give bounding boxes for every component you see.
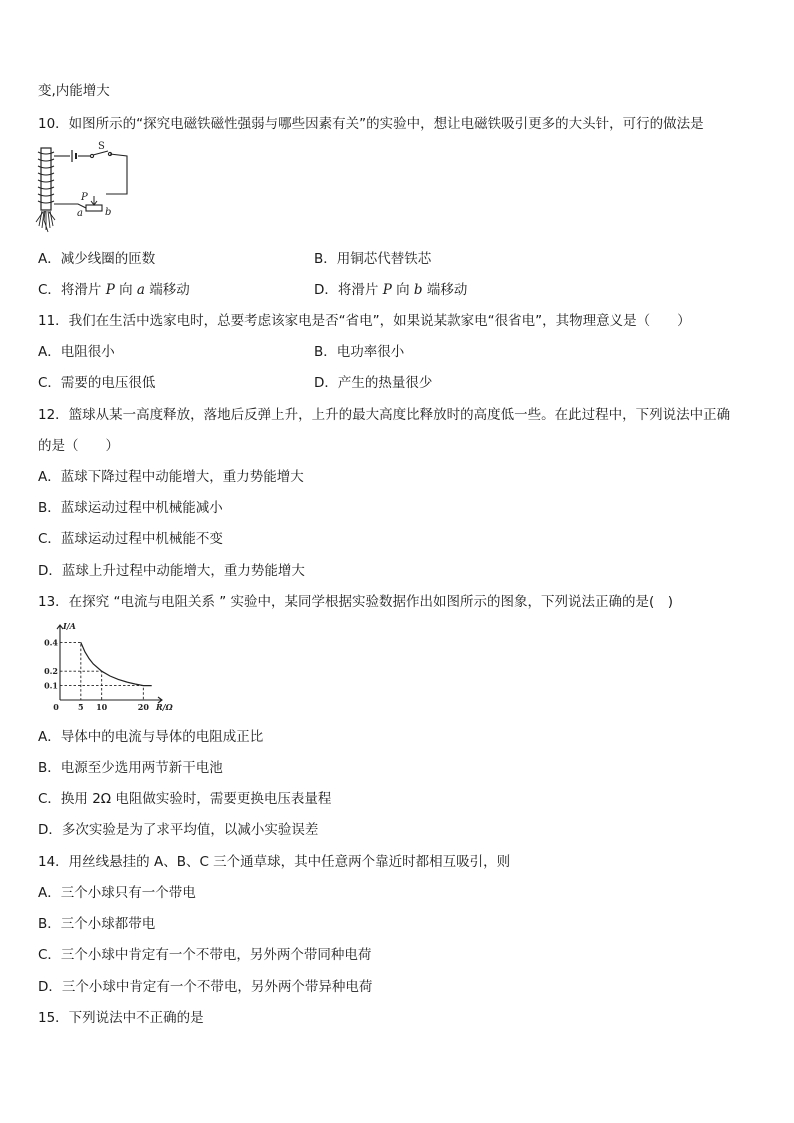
q13-option-d[interactable]: D．多次实验是为了求平均值，以减小实验误差: [38, 822, 319, 838]
end-a-label: a: [77, 208, 83, 219]
y-axis-label: I/A: [63, 622, 76, 631]
q10-option-d-mid: 向: [391, 282, 414, 298]
x-tick-label-20: 20: [137, 702, 149, 712]
q13-option-c[interactable]: C．换用 2Ω 电阻做实验时，需要更换电压表量程: [38, 791, 332, 807]
q10-option-c-var: P: [105, 282, 115, 298]
x-tick-label-0: 0: [53, 702, 59, 712]
battery-icon: [72, 150, 76, 162]
q12-option-b[interactable]: B．蓝球运动过程中机械能减小: [38, 500, 223, 516]
pins-icon: [36, 211, 55, 232]
x-tick-label-5: 5: [78, 702, 84, 712]
series-line-1: [81, 642, 152, 685]
q12-option-d[interactable]: D．蓝球上升过程中动能增大，重力势能增大: [38, 563, 305, 579]
q10-option-d-pre: D．将滑片: [314, 282, 383, 298]
q13-current-resistance-chart: [38, 622, 178, 714]
q10-option-d-var: P: [382, 282, 392, 298]
q10-option-a[interactable]: A．减少线圈的匝数: [38, 251, 156, 267]
q15-stem: 15．下列说法中不正确的是: [38, 1010, 204, 1026]
q10-option-c-pre: C．将滑片: [38, 282, 106, 298]
chart-axes: [57, 625, 162, 703]
q13-option-a[interactable]: A．导体中的电流与导体的电阻成正比: [38, 729, 264, 745]
q14-option-a[interactable]: A．三个小球只有一个带电: [38, 885, 196, 901]
rheostat: [86, 205, 102, 211]
slider-arrow: [91, 196, 97, 205]
y-tick-label-0.1: 0.1: [44, 680, 58, 691]
q12-stem-line2: 的是（ ）: [38, 438, 119, 454]
iron-core: [41, 148, 51, 210]
y-tick-label-0.2: 0.2: [44, 666, 58, 677]
q14-option-d[interactable]: D．三个小球中肯定有一个不带电，另外两个带异种电荷: [38, 979, 373, 995]
q12-stem-line1: 12．篮球从某一高度释放，落地后反弹上升，上升的最大高度比释放时的高度低一些。在此过程中，下列说法中正确: [38, 407, 731, 423]
x-tick-label-10: 10: [96, 702, 108, 712]
q11-option-a[interactable]: A．电阻很小: [38, 344, 115, 360]
end-b-label: b: [105, 207, 112, 218]
switch-label: S: [98, 141, 105, 152]
circuit-wires: [54, 154, 127, 208]
q14-option-c[interactable]: C．三个小球中肯定有一个不带电，另外两个带同种电荷: [38, 947, 372, 963]
q11-option-b[interactable]: B．电功率很小: [314, 344, 405, 360]
q10-option-d-end: b: [413, 282, 423, 298]
q10-option-d-post: 端移动: [422, 282, 468, 298]
y-tick-label-0.4: 0.4: [44, 637, 58, 648]
previous-question-tail: 变,内能增大: [38, 83, 110, 99]
q10-option-c-post: 端移动: [144, 282, 190, 298]
q10-option-c[interactable]: [38, 281, 190, 299]
q10-stem: 10．如图所示的“探究电磁铁磁性强弱与哪些因素有关”的实验中，想让电磁铁吸引更多的大头针，可行的做法是: [38, 116, 704, 132]
q11-option-d[interactable]: D．产生的热量很少: [314, 375, 433, 391]
slider-label: P: [81, 192, 88, 203]
chart-labels: [44, 622, 173, 712]
chart-series: [81, 642, 152, 685]
q12-option-a[interactable]: A．蓝球下降过程中动能增大，重力势能增大: [38, 469, 304, 485]
q11-option-c[interactable]: C．需要的电压很低: [38, 375, 156, 391]
q10-electromagnet-circuit-figure: [34, 140, 144, 240]
q12-option-c[interactable]: C．蓝球运动过程中机械能不变: [38, 531, 223, 547]
q10-option-d[interactable]: [314, 281, 467, 299]
q10-option-c-mid: 向: [114, 282, 137, 298]
q14-option-b[interactable]: B．三个小球都带电: [38, 916, 156, 932]
q13-option-b[interactable]: B．电源至少选用两节新干电池: [38, 760, 223, 776]
q14-stem: 14．用丝线悬挂的 A、B、C 三个通草球，其中任意两个靠近时都相互吸引，则: [38, 854, 511, 870]
q10-option-c-end: a: [136, 282, 145, 298]
x-axis-label: R/Ω: [156, 702, 173, 712]
q13-stem: 13．在探究 “电流与电阻关系 ” 实验中，某同学根据实验数据作出如图所示的图象，下列说法正确的是( ): [38, 594, 674, 610]
q11-stem: 11．我们在生活中选家电时，总要考虑该家电是否“省电”，如果说某款家电“很省电”，其物理意义是（ ）: [38, 313, 691, 329]
q10-option-b[interactable]: B．用铜芯代替铁芯: [314, 251, 432, 267]
